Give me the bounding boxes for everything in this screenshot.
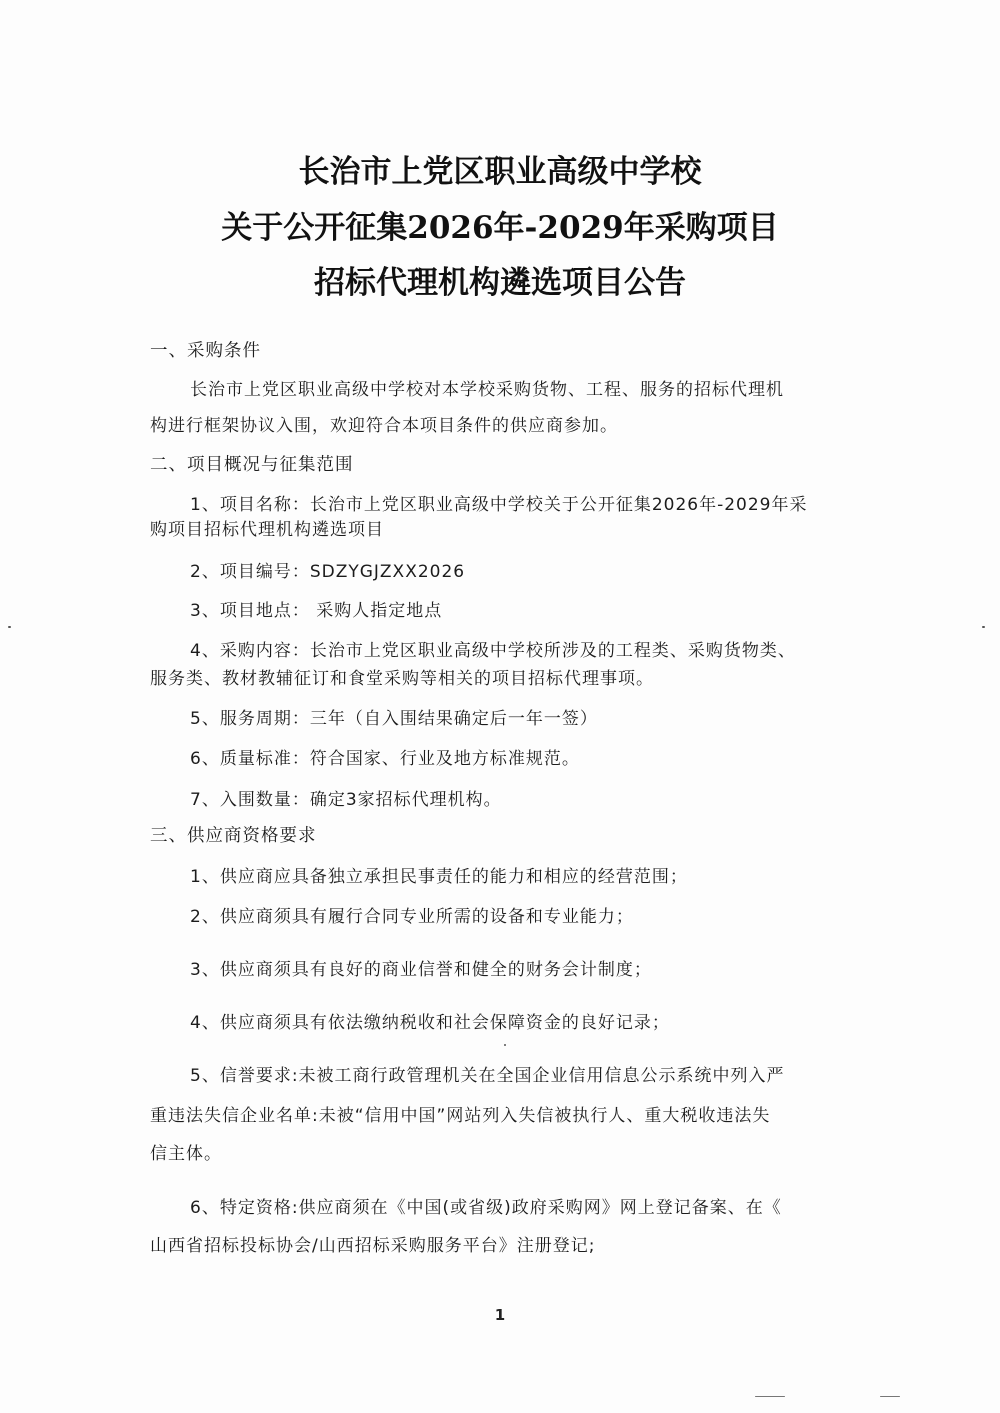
doc-title-line-2: 关于公开征集2026年-2029年采购项目	[221, 210, 779, 246]
section-3-item-6-line-2: 山西省招标投标协会/山西招标采购服务平台》注册登记;	[150, 1236, 596, 1256]
section-2-item-5: 5、服务周期：三年（自入围结果确定后一年一签）	[190, 709, 598, 729]
scan-speck	[8, 626, 11, 628]
scan-speck	[880, 1396, 900, 1397]
section-3-heading: 三、供应商资格要求	[150, 826, 317, 846]
section-2-item-4-line-2: 服务类、教材教辅征订和食堂采购等相关的项目招标代理事项。	[150, 669, 654, 689]
page-number: 1	[494, 1306, 506, 1324]
section-3-item-5-line-3: 信主体。	[150, 1144, 222, 1164]
scan-speck	[982, 626, 985, 628]
section-2-item-1-line-2: 购项目招标代理机构遴选项目	[150, 520, 384, 540]
doc-title-line-1: 长治市上党区职业高级中学校	[298, 154, 702, 190]
section-2-item-3: 3、项目地点： 采购人指定地点	[190, 601, 443, 621]
section-3-item-2: 2、供应商须具有履行合同专业所需的设备和专业能力；	[190, 907, 634, 927]
scan-speck	[755, 1396, 785, 1397]
section-3-item-6-line-1: 6、特定资格:供应商须在《中国(或省级)政府采购网》网上登记备案、在《	[190, 1198, 782, 1218]
section-3-item-4: 4、供应商须具有依法缴纳税收和社会保障资金的良好记录；	[190, 1013, 670, 1033]
section-2-heading: 二、项目概况与征集范围	[150, 455, 354, 475]
section-1-paragraph-line-1: 长治市上党区职业高级中学校对本学校采购货物、工程、服务的招标代理机	[190, 380, 784, 400]
section-2-item-2: 2、项目编号：SDZYGJZXX2026	[190, 562, 466, 582]
section-3-item-5-line-1: 5、信誉要求:未被工商行政管理机关在全国企业信用信息公示系统中列入严	[190, 1066, 785, 1086]
doc-title-line-3: 招标代理机构遴选项目公告	[314, 265, 686, 301]
section-1-paragraph-line-2: 构进行框架协议入围，欢迎符合本项目条件的供应商参加。	[150, 416, 618, 436]
section-2-item-1-line-1: 1、项目名称：长治市上党区职业高级中学校关于公开征集2026年-2029年采	[190, 495, 808, 515]
section-3-item-3: 3、供应商须具有良好的商业信誉和健全的财务会计制度；	[190, 960, 652, 980]
section-2-item-6: 6、质量标准：符合国家、行业及地方标准规范。	[190, 749, 580, 769]
section-2-item-7: 7、入围数量：确定3家招标代理机构。	[190, 790, 502, 810]
section-3-item-1: 1、供应商应具备独立承担民事责任的能力和相应的经营范围；	[190, 867, 688, 887]
section-2-item-4-line-1: 4、采购内容：长治市上党区职业高级中学校所涉及的工程类、采购货物类、	[190, 641, 796, 661]
section-3-item-5-line-2: 重违法失信企业名单:未被“信用中国”网站列入失信被执行人、重大税收违法失	[150, 1106, 771, 1126]
scan-speck	[504, 1044, 506, 1046]
section-1-heading: 一、采购条件	[150, 341, 261, 361]
